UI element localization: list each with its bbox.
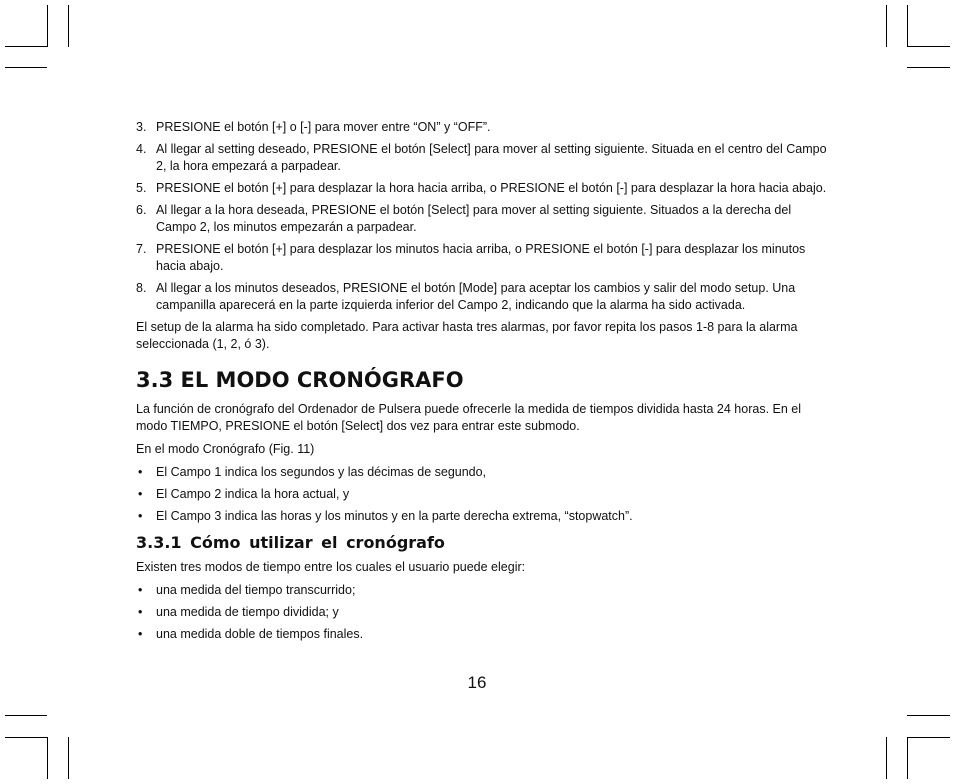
crop-mark	[907, 737, 908, 779]
crop-mark	[886, 5, 887, 47]
crop-mark	[5, 67, 47, 68]
crop-mark	[5, 715, 47, 716]
list-item: 3. PRESIONE el botón [+] o [-] para mover entre “ON” y “OFF”.	[136, 120, 491, 134]
crop-mark	[907, 715, 950, 716]
crop-mark	[886, 737, 887, 779]
crop-mark	[907, 46, 950, 47]
list-item: 7. PRESIONE el botón [+] para desplazar los minutos hacia arriba, o PRESIONE el botón [-] para desplazar los minutos hacia abajo.	[136, 242, 806, 273]
subsection-intro-paragraph: Existen tres modos de tiempo entre los cuales el usuario puede elegir:	[136, 560, 526, 574]
crop-mark	[907, 5, 908, 47]
bullet-icon: •	[138, 509, 143, 523]
crop-mark	[907, 67, 950, 68]
list-item: 5. PRESIONE el botón [+] para desplazar la hora hacia arriba, o PRESIONE el botón [-] para desplazar la hora hacia abajo.	[136, 181, 827, 195]
bullet-icon: •	[138, 627, 143, 641]
crop-mark	[5, 737, 48, 738]
subsection-heading: 3.3.1 Cómo utilizar el cronógrafo	[136, 533, 445, 552]
bullet-icon: •	[138, 465, 143, 479]
section-heading: 3.3 EL MODO CRONÓGRAFO	[136, 368, 464, 392]
crop-mark	[68, 5, 69, 47]
steps-list	[136, 119, 832, 314]
list-item: • El Campo 1 indica los segundos y las décimas de segundo,	[138, 465, 487, 479]
bullet-icon: •	[138, 487, 143, 501]
mode-line: En el modo Cronógrafo (Fig. 11)	[136, 442, 315, 456]
list-item: 6. Al llegar a la hora deseada, PRESIONE el botón [Select] para mover al setting siguiente. Situados a la derecha del Campo 2, los minutos empezarán a parpadear.	[136, 203, 792, 234]
list-item: • una medida doble de tiempos finales.	[138, 627, 364, 641]
section-intro-paragraph: La función de cronógrafo del Ordenador de Pulsera puede ofrecerle la medida de tiempos dividida hasta 24 horas. En el modo TIEMPO, PRESIONE el botón [Select] dos vez para entrar este submodo.	[136, 402, 802, 433]
list-item: • una medida de tiempo dividida; y	[138, 605, 339, 619]
list-item: • El Campo 3 indica las horas y los minutos y en la parte derecha extrema, “stopwatch”.	[138, 509, 633, 523]
crop-mark	[68, 737, 69, 779]
crop-mark	[907, 737, 950, 738]
bullet-icon: •	[138, 605, 143, 619]
list-item: 8. Al llegar a los minutos deseados, PRESIONE el botón [Mode] para aceptar los cambios y salir del modo setup. Una campanilla aparecerá en la parte izquierda inferior del Campo 2, indicando que la alarma ha sido activada.	[136, 281, 796, 312]
list-item: • El Campo 2 indica la hora actual, y	[138, 487, 350, 501]
crop-mark	[5, 46, 48, 47]
setup-complete-paragraph: El setup de la alarma ha sido completado. Para activar hasta tres alarmas, por favor repita los pasos 1-8 para la alarma seleccionada (1, 2, ó 3).	[136, 320, 798, 351]
bullet-icon: •	[138, 583, 143, 597]
list-item: 4. Al llegar al setting deseado, PRESIONE el botón [Select] para mover al setting siguiente. Situada en el centro del Campo 2, la hora empezará a parpadear.	[136, 142, 827, 173]
page-number: 16	[467, 673, 487, 692]
fields-list	[136, 464, 832, 525]
list-item: • una medida del tiempo transcurrido;	[138, 583, 356, 597]
crop-mark	[47, 5, 48, 47]
modes-list	[136, 582, 832, 643]
page-content	[136, 119, 832, 648]
crop-mark	[47, 737, 48, 779]
